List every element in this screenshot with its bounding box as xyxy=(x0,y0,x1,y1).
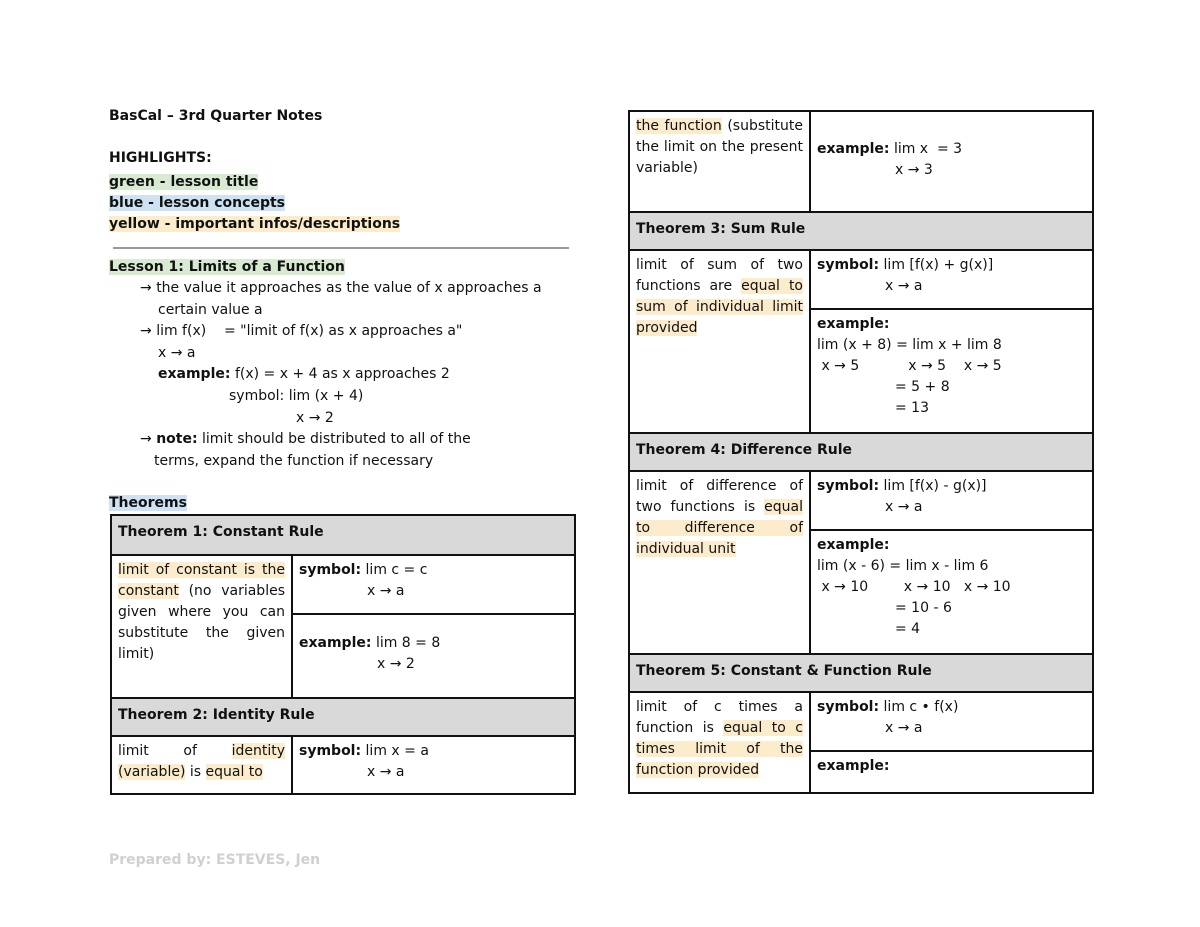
theorem-5-symbol-sub: x → a xyxy=(885,720,923,736)
theorem-2-desc-hl-c: equal to xyxy=(205,764,263,780)
lesson-title xyxy=(109,257,345,277)
theorem-4-example-label: example: xyxy=(817,537,890,553)
lesson-example-text: f(x) = x + 4 as x approaches 2 xyxy=(234,366,450,382)
theorem-table-left xyxy=(110,514,576,795)
theorem-2-desc-c: is xyxy=(185,764,206,780)
theorem-5-symbol-text: lim c • f(x) xyxy=(883,699,959,715)
theorem-5-title: Theorem 5: Constant & Function Rule xyxy=(629,654,1093,692)
theorem-3-symbol-sub: x → a xyxy=(885,278,923,294)
theorem-5-desc-highlight: equal to c times limit of the function provided xyxy=(636,720,803,778)
theorem-3-symbol-text: lim [f(x) + g(x)] xyxy=(883,257,994,273)
theorems-heading xyxy=(109,493,187,513)
prepared-by-footer: Prepared by: ESTEVES, Jen xyxy=(109,852,321,868)
theorem-3-desc-a: limit of sum of two functions are xyxy=(636,257,803,294)
theorem-2-cont-highlight: the function xyxy=(636,118,722,134)
theorem-2-desc-a: limit of xyxy=(118,743,232,759)
theorem-5-symbol xyxy=(810,692,1093,751)
theorem-2-continued-description xyxy=(629,111,810,212)
theorems-heading-text: Theorems xyxy=(109,495,187,511)
theorem-4-symbol-sub: x → a xyxy=(885,499,923,515)
bullet-1 xyxy=(140,278,542,298)
bullet-2-sub: x → a xyxy=(158,345,196,361)
theorem-2-symbol-label: symbol: xyxy=(299,743,362,759)
theorem-4-example-line-1: lim (x - 6) = lim x - lim 6 xyxy=(817,558,989,574)
theorem-2-description xyxy=(111,736,292,794)
divider xyxy=(113,247,569,249)
theorem-1-example-sub: x → 2 xyxy=(377,656,415,672)
theorem-4-symbol-label: symbol: xyxy=(817,478,880,494)
arrow-icon: → xyxy=(140,431,152,447)
theorem-5-example xyxy=(810,751,1093,793)
theorem-4-symbol xyxy=(810,471,1093,530)
legend-green-text: green - lesson title xyxy=(109,174,259,190)
theorem-2-title: Theorem 2: Identity Rule xyxy=(111,698,575,736)
arrow-icon: → xyxy=(140,280,152,296)
theorem-2-symbol xyxy=(292,736,575,794)
theorem-2-example-label: example: xyxy=(817,141,890,157)
theorem-2-cont-rest: (substitute the limit on the present variable) xyxy=(636,118,803,176)
lesson-example-label: example: xyxy=(158,366,231,382)
theorem-5-description xyxy=(629,692,810,793)
legend-green xyxy=(109,172,258,192)
bullet-note xyxy=(140,429,471,449)
lesson-example-symbol: symbol: lim (x + 4) xyxy=(229,388,364,404)
theorem-1-symbol xyxy=(292,555,575,614)
theorem-4-description xyxy=(629,471,810,654)
theorem-1-symbol-label: symbol: xyxy=(299,562,362,578)
document-title: BasCal – 3rd Quarter Notes xyxy=(109,108,323,124)
legend-yellow xyxy=(109,214,400,234)
theorem-4-symbol-text: lim [f(x) - g(x)] xyxy=(883,478,987,494)
bullet-1-cont: certain value a xyxy=(158,302,263,318)
theorem-3-title: Theorem 3: Sum Rule xyxy=(629,212,1093,250)
theorem-3-example xyxy=(810,309,1093,433)
theorem-1-title: Theorem 1: Constant Rule xyxy=(111,515,575,555)
legend-blue-text: blue - lesson concepts xyxy=(109,195,285,211)
lesson-example-symbol-sub: x → 2 xyxy=(296,410,334,426)
theorem-3-example-line-3: = 5 + 8 xyxy=(895,379,950,395)
theorem-1-example xyxy=(292,614,575,698)
theorem-3-symbol xyxy=(810,250,1093,309)
theorem-table-right xyxy=(628,110,1094,794)
theorem-1-example-text: lim 8 = 8 xyxy=(375,635,441,651)
theorem-3-example-label: example: xyxy=(817,316,890,332)
legend-yellow-text: yellow - important infos/descriptions xyxy=(109,216,401,232)
legend-blue xyxy=(109,193,285,213)
theorem-1-example-label: example: xyxy=(299,635,372,651)
theorem-3-example-line-4: = 13 xyxy=(895,400,929,416)
note-label: note: xyxy=(156,431,198,447)
theorem-1-desc-highlight: limit of constant is the constant xyxy=(118,562,285,599)
highlights-heading: HIGHLIGHTS: xyxy=(109,150,212,166)
theorem-4-example xyxy=(810,530,1093,654)
theorem-5-example-label: example: xyxy=(817,758,890,774)
theorem-1-description xyxy=(111,555,292,698)
bullet-2 xyxy=(140,321,462,341)
theorem-3-symbol-label: symbol: xyxy=(817,257,880,273)
bullet-1-text-a: the value it approaches as the value of x approaches a xyxy=(156,280,542,296)
theorem-5-desc-a: limit of c times a function is xyxy=(636,699,803,736)
theorem-2-example-text: lim x = 3 xyxy=(893,141,963,157)
theorem-2-desc-hl-b: (variable) xyxy=(118,764,186,780)
theorem-2-symbol-sub: x → a xyxy=(367,764,405,780)
theorem-4-desc-highlight: equal to difference of individual unit xyxy=(636,499,803,557)
lesson-example xyxy=(158,364,450,384)
theorem-3-desc-highlight: equal to sum of individual limit provided xyxy=(636,278,803,336)
theorem-1-desc-rest: (no variables given where you can substitute the given limit) xyxy=(118,583,285,662)
theorem-2-symbol-text: lim x = a xyxy=(365,743,429,759)
theorem-4-example-line-3: = 10 - 6 xyxy=(895,600,952,616)
note-text-a: limit should be distributed to all of the xyxy=(202,431,471,447)
theorem-3-example-line-1: lim (x + 8) = lim x + lim 8 xyxy=(817,337,1002,353)
theorem-3-example-line-2: x → 5 x → 5 x → 5 xyxy=(817,358,1002,374)
theorem-2-example-sub: x → 3 xyxy=(895,162,933,178)
arrow-icon: → xyxy=(140,323,152,339)
theorem-2-example xyxy=(810,111,1093,212)
theorem-3-description xyxy=(629,250,810,433)
theorem-1-symbol-sub: x → a xyxy=(367,583,405,599)
theorem-2-desc-hl-a: identity xyxy=(231,743,285,759)
lesson-title-text: Lesson 1: Limits of a Function xyxy=(109,259,345,275)
theorem-4-desc-a: limit of difference of two functions is xyxy=(636,478,803,515)
bullet-2-text: lim f(x) = "limit of f(x) as x approaches a" xyxy=(156,323,463,339)
theorem-4-example-line-2: x → 10 x → 10 x → 10 xyxy=(817,579,1011,595)
theorem-4-example-line-4: = 4 xyxy=(895,621,921,637)
theorem-4-title: Theorem 4: Difference Rule xyxy=(629,433,1093,471)
theorem-5-symbol-label: symbol: xyxy=(817,699,880,715)
note-text-b: terms, expand the function if necessary xyxy=(154,453,434,469)
theorem-1-symbol-text: lim c = c xyxy=(365,562,428,578)
